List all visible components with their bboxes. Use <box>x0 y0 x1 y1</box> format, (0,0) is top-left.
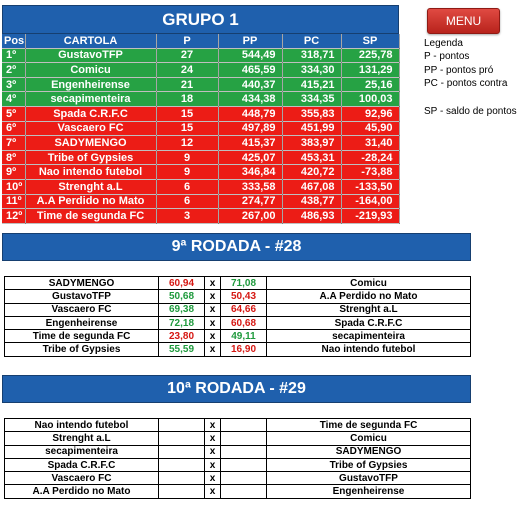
cell-team: Nao intendo futebol <box>25 165 156 180</box>
home-team: Engenheirense <box>5 316 159 329</box>
away-score: 50,43 <box>221 290 267 303</box>
standings-row <box>2 63 399 78</box>
away-team: secapimenteira <box>267 330 471 343</box>
header-cartola: CARTOLA <box>25 34 156 48</box>
cell-sp: -73,88 <box>341 165 399 180</box>
header-p: P <box>156 34 218 48</box>
cell-team: Comicu <box>25 63 156 78</box>
standings-header-row <box>2 34 399 48</box>
cell-sp: 92,96 <box>341 106 399 121</box>
versus-separator: x <box>205 419 221 432</box>
cell-pp: 274,77 <box>218 194 282 209</box>
header-sp: SP <box>341 34 399 48</box>
cell-pc: 467,08 <box>282 179 341 194</box>
home-score: 55,59 <box>159 343 205 356</box>
standings-row <box>2 194 399 209</box>
standings-row <box>2 136 399 151</box>
cell-p: 6 <box>156 194 218 209</box>
cell-pp: 333,58 <box>218 179 282 194</box>
legend-pp: PP - pontos pró <box>424 65 494 76</box>
cell-p: 24 <box>156 63 218 78</box>
away-score: 16,90 <box>221 343 267 356</box>
match-row <box>5 445 471 458</box>
cell-p: 9 <box>156 150 218 165</box>
standings-row <box>2 150 399 165</box>
away-team: Nao intendo futebol <box>267 343 471 356</box>
cell-pp: 440,37 <box>218 77 282 92</box>
away-score: 49,11 <box>221 330 267 343</box>
cell-sp: -28,24 <box>341 150 399 165</box>
cell-team: Spada C.R.F.C <box>25 106 156 121</box>
cell-pos: 8º <box>2 150 25 165</box>
versus-separator: x <box>205 343 221 356</box>
match-row <box>5 290 471 303</box>
home-score <box>159 445 205 458</box>
standings-row <box>2 92 399 107</box>
cell-p: 12 <box>156 136 218 151</box>
home-team: Vascaero FC <box>5 303 159 316</box>
versus-separator: x <box>205 330 221 343</box>
away-team: SADYMENGO <box>267 445 471 458</box>
versus-separator: x <box>205 485 221 498</box>
cell-team: A.A Perdido no Mato <box>25 194 156 209</box>
standings-row <box>2 121 399 136</box>
versus-separator: x <box>205 445 221 458</box>
versus-separator: x <box>205 472 221 485</box>
away-score <box>221 472 267 485</box>
cell-pc: 420,72 <box>282 165 341 180</box>
away-score: 71,08 <box>221 277 267 290</box>
cell-pp: 415,37 <box>218 136 282 151</box>
legend-pc: PC - pontos contra <box>424 78 508 89</box>
cell-team: Strenght a.L <box>25 179 156 194</box>
cell-sp: 31,40 <box>341 136 399 151</box>
standings-row <box>2 77 399 92</box>
cell-p: 27 <box>156 48 218 63</box>
cell-pc: 453,31 <box>282 150 341 165</box>
home-team: Spada C.R.F.C <box>5 458 159 471</box>
cell-pp: 346,84 <box>218 165 282 180</box>
cell-team: Engenheirense <box>25 77 156 92</box>
cell-pos: 12º <box>2 209 25 224</box>
away-team: Time de segunda FC <box>267 419 471 432</box>
cell-sp: -133,50 <box>341 179 399 194</box>
home-score: 60,94 <box>159 277 205 290</box>
cell-pc: 334,30 <box>282 63 341 78</box>
standings-row <box>2 106 399 121</box>
match-row <box>5 472 471 485</box>
away-team: Engenheirense <box>267 485 471 498</box>
cell-p: 21 <box>156 77 218 92</box>
legend-sp: SP - saldo de pontos <box>424 106 517 117</box>
versus-separator: x <box>205 458 221 471</box>
cell-sp: 131,29 <box>341 63 399 78</box>
cell-pos: 1º <box>2 48 25 63</box>
away-team: Comicu <box>267 432 471 445</box>
cell-pp: 267,00 <box>218 209 282 224</box>
cell-p: 15 <box>156 106 218 121</box>
cell-pc: 355,83 <box>282 106 341 121</box>
away-team: Spada C.R.F.C <box>267 316 471 329</box>
cell-pos: 10º <box>2 179 25 194</box>
cell-p: 15 <box>156 121 218 136</box>
standings-row <box>2 179 399 194</box>
standings-row <box>2 165 399 180</box>
away-score <box>221 445 267 458</box>
away-score <box>221 485 267 498</box>
header-pp: PP <box>218 34 282 48</box>
home-team: secapimenteira <box>5 445 159 458</box>
cell-pp: 434,38 <box>218 92 282 107</box>
cell-team: SADYMENGO <box>25 136 156 151</box>
cell-pos: 11º <box>2 194 25 209</box>
cell-team: secapimenteira <box>25 92 156 107</box>
away-team: Comicu <box>267 277 471 290</box>
home-score <box>159 472 205 485</box>
home-team: Tribe of Gypsies <box>5 343 159 356</box>
home-score <box>159 458 205 471</box>
versus-separator: x <box>205 303 221 316</box>
home-score <box>159 485 205 498</box>
round10-table <box>4 418 471 499</box>
round9-table <box>4 276 471 357</box>
versus-separator: x <box>205 277 221 290</box>
cell-pc: 383,97 <box>282 136 341 151</box>
cell-pos: 5º <box>2 106 25 121</box>
home-team: A.A Perdido no Mato <box>5 485 159 498</box>
cell-pc: 318,71 <box>282 48 341 63</box>
group-title: GRUPO 1 <box>2 5 399 34</box>
cell-team: Tribe of Gypsies <box>25 150 156 165</box>
match-row <box>5 343 471 356</box>
versus-separator: x <box>205 432 221 445</box>
cell-pp: 497,89 <box>218 121 282 136</box>
cell-sp: 225,78 <box>341 48 399 63</box>
versus-separator: x <box>205 290 221 303</box>
legend-title: Legenda <box>424 38 463 49</box>
away-team: Tribe of Gypsies <box>267 458 471 471</box>
home-score <box>159 419 205 432</box>
cell-sp: 100,03 <box>341 92 399 107</box>
cell-sp: -219,93 <box>341 209 399 224</box>
cell-pc: 415,21 <box>282 77 341 92</box>
standings-row <box>2 48 399 63</box>
cell-team: GustavoTFP <box>25 48 156 63</box>
header-pc: PC <box>282 34 341 48</box>
match-row <box>5 432 471 445</box>
cell-pos: 6º <box>2 121 25 136</box>
match-row <box>5 316 471 329</box>
cell-pp: 544,49 <box>218 48 282 63</box>
home-score: 50,68 <box>159 290 205 303</box>
cell-team: Vascaero FC <box>25 121 156 136</box>
standings-table <box>2 34 400 224</box>
away-team: Strenght a.L <box>267 303 471 316</box>
away-team: GustavoTFP <box>267 472 471 485</box>
versus-separator: x <box>205 316 221 329</box>
cell-sp: -164,00 <box>341 194 399 209</box>
cell-pos: 7º <box>2 136 25 151</box>
cell-pos: 9º <box>2 165 25 180</box>
home-score <box>159 432 205 445</box>
home-team: Nao intendo futebol <box>5 419 159 432</box>
cell-pc: 334,35 <box>282 92 341 107</box>
cell-p: 6 <box>156 179 218 194</box>
match-row <box>5 485 471 498</box>
cell-team: Time de segunda FC <box>25 209 156 224</box>
menu-button[interactable]: MENU <box>427 8 500 34</box>
cell-p: 9 <box>156 165 218 180</box>
away-score: 64,66 <box>221 303 267 316</box>
cell-pc: 438,77 <box>282 194 341 209</box>
cell-pp: 448,79 <box>218 106 282 121</box>
away-score <box>221 419 267 432</box>
away-team: A.A Perdido no Mato <box>267 290 471 303</box>
home-score: 23,80 <box>159 330 205 343</box>
match-row <box>5 277 471 290</box>
match-row <box>5 330 471 343</box>
away-score <box>221 458 267 471</box>
match-row <box>5 303 471 316</box>
cell-pos: 4º <box>2 92 25 107</box>
round10-banner: 10ª RODADA - #29 <box>2 375 471 403</box>
cell-sp: 25,16 <box>341 77 399 92</box>
cell-pc: 451,99 <box>282 121 341 136</box>
home-team: Vascaero FC <box>5 472 159 485</box>
legend-p: P - pontos <box>424 51 470 62</box>
away-score <box>221 432 267 445</box>
cell-pc: 486,93 <box>282 209 341 224</box>
home-score: 69,38 <box>159 303 205 316</box>
cell-pp: 425,07 <box>218 150 282 165</box>
match-row <box>5 419 471 432</box>
cell-pos: 3º <box>2 77 25 92</box>
home-team: Strenght a.L <box>5 432 159 445</box>
home-team: SADYMENGO <box>5 277 159 290</box>
match-row <box>5 458 471 471</box>
cell-sp: 45,90 <box>341 121 399 136</box>
home-team: GustavoTFP <box>5 290 159 303</box>
home-score: 72,18 <box>159 316 205 329</box>
cell-pp: 465,59 <box>218 63 282 78</box>
cell-pos: 2º <box>2 63 25 78</box>
header-pos: Pos <box>4 34 25 47</box>
cell-p: 3 <box>156 209 218 224</box>
home-team: Time de segunda FC <box>5 330 159 343</box>
away-score: 60,68 <box>221 316 267 329</box>
round9-banner: 9ª RODADA - #28 <box>2 233 471 261</box>
standings-row <box>2 209 399 224</box>
cell-p: 18 <box>156 92 218 107</box>
